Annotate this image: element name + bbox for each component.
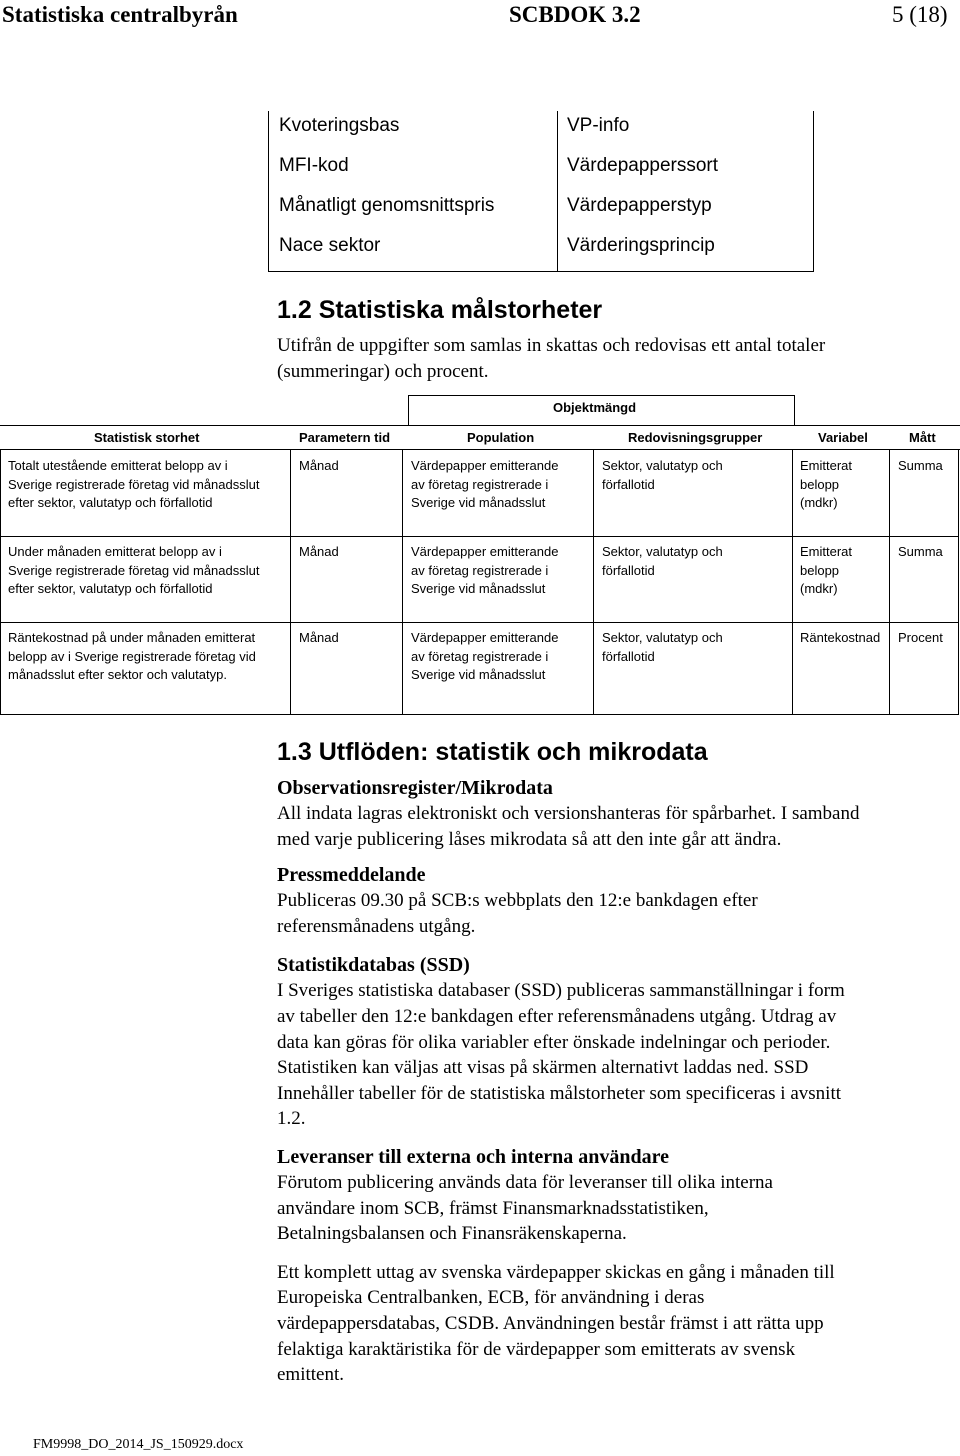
key-right-2: Värdepapperssort: [567, 155, 719, 176]
cell-line: av företag registrerade i: [411, 476, 549, 492]
table-row-3-storhet: [8, 629, 256, 685]
table-col-divider: [402, 449, 403, 715]
cell-line: Räntekostnad på under månaden emitterat: [8, 630, 256, 645]
cell-line: belopp: [800, 476, 840, 492]
cell-line: (mdkr): [800, 581, 838, 596]
table-right-border: [958, 449, 959, 715]
table-row-3-population: [411, 629, 558, 685]
cell-line: efter sektor, valutatyp och förfallotid: [8, 581, 213, 596]
col-header-grupper: Redovisningsgrupper: [628, 430, 763, 445]
table-col-divider: [792, 449, 793, 715]
key-left-3: Månatligt genomsnittspris: [279, 195, 495, 216]
ecb-line: emittent.: [277, 1364, 345, 1386]
cell-line: Sverige vid månadsslut: [411, 667, 546, 682]
cell-line: Totalt utestående emitterat belopp av i: [8, 458, 228, 473]
table-row-3-variabel: Räntekostnad: [800, 630, 881, 645]
table-col-divider: [290, 449, 291, 715]
leveranser-line: användare inom SCB, främst Finansmarknadsstatistiken,: [277, 1197, 709, 1219]
ecb-line: värdepappersdatabas, CSDB. Användningen består främst i att rätta upp: [277, 1312, 824, 1334]
paragraph-line: Utifrån de uppgifter som samlas in skattas och redovisas ett antal totaler: [277, 335, 826, 356]
table-row-3-tid: Månad: [299, 630, 339, 645]
ssd-line: data kan göras för olika variabler efter önskade indelningar och perioder.: [277, 1031, 831, 1053]
table-row-1-population: [411, 457, 558, 513]
cell-line: (mdkr): [800, 495, 838, 510]
obs-line: All indata lagras elektroniskt och versionshanteras för spårbarhet. I samband: [277, 803, 860, 824]
col-header-storhet: Statistisk storhet: [94, 430, 200, 445]
header-page-number: 5 (18): [892, 2, 948, 27]
cell-line: Värdepapper emitterande: [411, 458, 559, 473]
cell-line: månadsslut efter sektor och valutatyp.: [8, 667, 227, 682]
cell-line: Sektor, valutatyp och: [602, 544, 723, 559]
cell-line: Sverige registrerade företag vid månadsslut: [8, 562, 260, 578]
key-left-1: Kvoteringsbas: [279, 115, 400, 136]
cell-line: Emitterat: [800, 458, 853, 473]
table-row-3-grupper: [602, 629, 723, 666]
table-row-1-grupper: [602, 457, 723, 494]
table-left-border: [0, 449, 1, 715]
section-heading-1-3: 1.3 Utflöden: statistik och mikrodata: [277, 738, 708, 766]
key-left-2: MFI-kod: [279, 155, 349, 176]
cell-line: Under månaden emitterat belopp av i: [8, 544, 222, 559]
cell-line: av företag registrerade i: [411, 562, 549, 578]
key-right-3: Värdepapperstyp: [567, 195, 712, 216]
leveranser-line: Förutom publicering används data för leveranser till olika interna: [277, 1171, 773, 1193]
key-left-4: Nace sektor: [279, 235, 381, 256]
obs-line: med varje publicering låses mikrodata så att den inte går att ändra.: [277, 828, 782, 850]
table-row-1-tid: Månad: [299, 458, 339, 473]
objektmangd-header: Objektmängd: [553, 400, 637, 415]
ssd-line: 1.2.: [277, 1108, 306, 1130]
cell-line: belopp: [800, 562, 840, 578]
header-organization: Statistiska centralbyrån: [2, 2, 238, 27]
cell-line: Värdepapper emitterande: [411, 630, 559, 645]
key-table: [268, 111, 814, 272]
section-1-2-paragraph: [277, 333, 825, 384]
cell-line: Sverige registrerade företag vid månadsslut: [8, 476, 260, 492]
table-row-2-variabel: [800, 543, 852, 599]
ssd-line: I Sveriges statistiska databaser (SSD) publiceras sammanställningar i form: [277, 980, 845, 1002]
table-row-2-tid: Månad: [299, 544, 339, 559]
table-row-1-storhet: [8, 457, 259, 513]
section-1-3-content: [277, 775, 957, 1388]
cell-line: Sektor, valutatyp och: [602, 630, 723, 645]
ecb-line: Ett komplett uttag av svenska värdepapper skickas en gång i månaden till: [277, 1261, 835, 1283]
cell-line: av företag registrerade i: [411, 648, 549, 664]
cell-line: Emitterat: [800, 544, 853, 559]
cell-line: förfallotid: [602, 476, 655, 492]
press-heading: Pressmeddelande: [277, 864, 426, 887]
col-header-population: Population: [467, 430, 535, 445]
press-line: referensmånadens utgång.: [277, 915, 476, 937]
col-header-tid: Parametern tid: [299, 430, 391, 445]
ssd-heading: Statistikdatabas (SSD): [277, 954, 470, 977]
cell-line: Sektor, valutatyp och: [602, 458, 723, 473]
obs-heading: Observationsregister/Mikrodata: [277, 777, 553, 799]
table-bottom-rule: [0, 714, 959, 715]
key-right-1: VP-info: [567, 115, 630, 136]
row-divider: [0, 536, 959, 537]
header-bottom-rule: [0, 449, 960, 450]
col-header-matt: Mått: [909, 430, 936, 445]
table-top-rule: [0, 425, 960, 426]
header-document-id: SCBDOK 3.2: [509, 2, 641, 27]
table-row-2-grupper: [602, 543, 723, 580]
table-row-2-population: [411, 543, 558, 599]
key-table-divider: [557, 111, 558, 271]
ssd-line: Statistiken kan väljas att visas på skärmen alternativt laddas ned. SSD: [277, 1057, 809, 1079]
cell-line: efter sektor, valutatyp och förfallotid: [8, 495, 213, 510]
table-row-1-matt: Summa: [898, 458, 943, 473]
ssd-line: Innehåller tabeller för de statistiska målstorheter som specificeras i avsnitt: [277, 1082, 841, 1104]
key-right-4: Värderingsprincip: [567, 235, 715, 256]
cell-line: Värdepapper emitterande: [411, 544, 559, 559]
col-header-variabel: Variabel: [818, 430, 868, 445]
table-col-divider: [889, 449, 890, 715]
ssd-line: av tabeller den 12:e bankdagen efter referensmånadens utgång. Utdrag av: [277, 1005, 837, 1027]
cell-line: belopp av i Sverige registrerade företag vid: [8, 648, 256, 664]
table-row-2-matt: Summa: [898, 544, 943, 559]
section-heading-1-2: 1.2 Statistiska målstorheter: [277, 296, 603, 324]
table-row-1-variabel: [800, 457, 852, 513]
ecb-line: felaktiga karaktäristika för de värdepapper som emitterats av svensk: [277, 1338, 796, 1360]
press-line: Publiceras 09.30 på SCB:s webbplats den 12:e bankdagen efter: [277, 890, 758, 912]
ecb-line: Europeiska Centralbanken, ECB, för användning i deras: [277, 1287, 705, 1309]
cell-line: Sverige vid månadsslut: [411, 581, 546, 596]
paragraph-line: (summeringar) och procent.: [277, 360, 489, 382]
cell-line: förfallotid: [602, 648, 655, 664]
table-col-divider: [593, 449, 594, 715]
leveranser-heading: Leveranser till externa och interna användare: [277, 1145, 669, 1168]
row-divider: [0, 622, 959, 623]
table-row-3-matt: Procent: [898, 630, 943, 645]
cell-line: Sverige vid månadsslut: [411, 495, 546, 510]
ecb-paragraph: [277, 1260, 957, 1388]
cell-line: förfallotid: [602, 562, 655, 578]
table-row-2-storhet: [8, 543, 259, 599]
footer-filename: FM9998_DO_2014_JS_150929.docx: [33, 1437, 244, 1452]
leveranser-line: Betalningsbalansen och Finansräkenskaperna.: [277, 1223, 627, 1245]
